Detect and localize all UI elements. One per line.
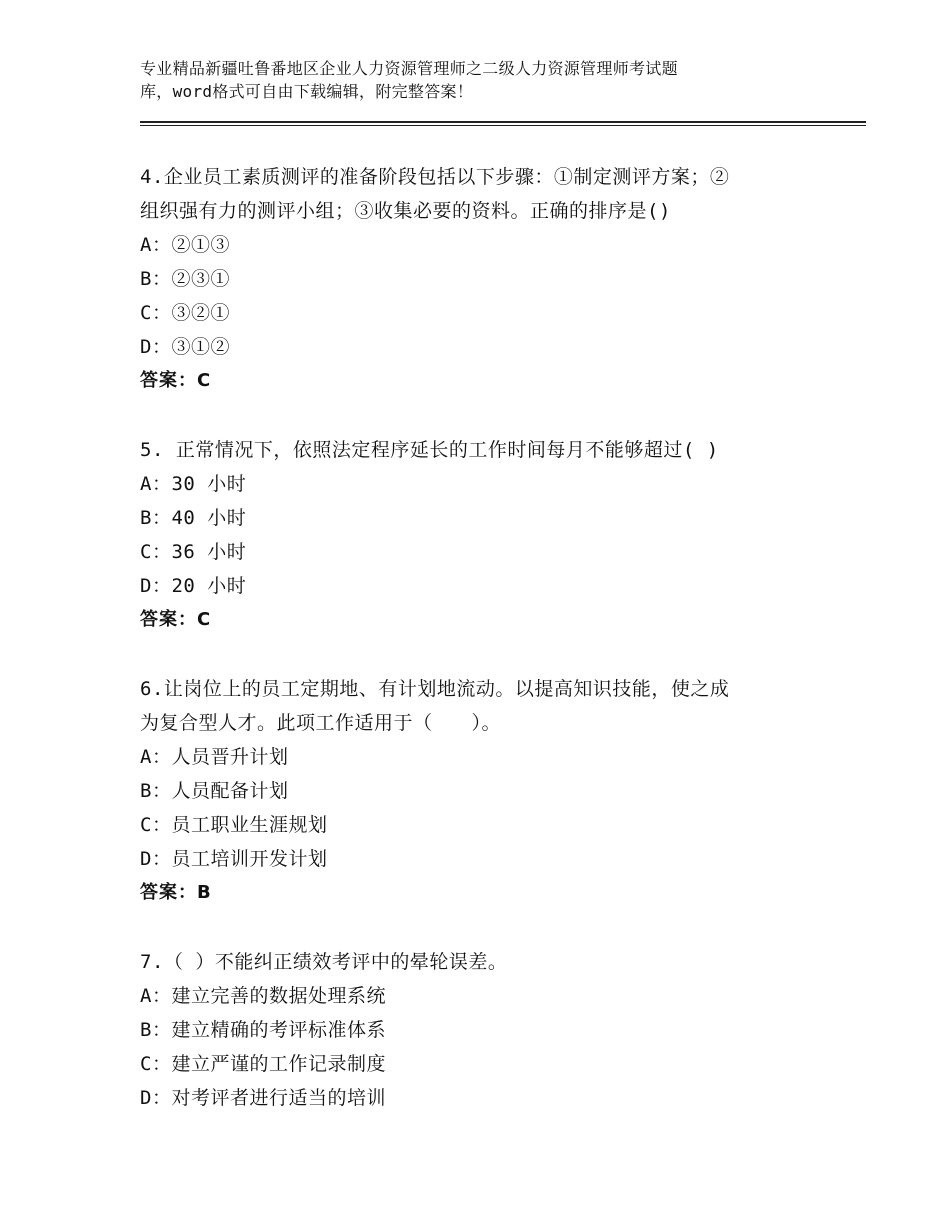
question-line: 5. 正常情况下，依照法定程序延长的工作时间每月不能够超过( ) [140, 439, 719, 461]
option-d: D：20 小时 [140, 575, 247, 597]
option-d: D：对考评者进行适当的培训 [140, 1087, 386, 1109]
option-a: A：30 小时 [140, 473, 247, 495]
option-c: C：建立严谨的工作记录制度 [140, 1053, 386, 1075]
answer: 答案：B [140, 882, 212, 903]
question-line: 7.（ ）不能纠正绩效考评中的晕轮误差。 [140, 951, 508, 973]
option-c: C：③②① [140, 302, 230, 324]
option-b: B：建立精确的考评标准体系 [140, 1019, 386, 1041]
question-text [140, 945, 820, 979]
option-c: C：员工职业生涯规划 [140, 814, 328, 836]
option-b: B：40 小时 [140, 507, 247, 529]
question-4 [140, 160, 820, 398]
question-text [140, 433, 820, 467]
answer: 答案：C [140, 609, 212, 630]
answer: 答案：C [140, 370, 212, 391]
option-a: A：建立完善的数据处理系统 [140, 985, 386, 1007]
option-a: A：人员晋升计划 [140, 746, 289, 768]
option-b: B：人员配备计划 [140, 780, 289, 802]
question-6 [140, 672, 820, 910]
question-line: 4.企业员工素质测评的准备阶段包括以下步骤：①制定测评方案；② [140, 166, 730, 188]
question-5 [140, 433, 820, 637]
question-text [140, 160, 820, 228]
question-7 [140, 945, 820, 1115]
header-title-line-2: 库，word格式可自由下载编辑，附完整答案！ [140, 82, 474, 101]
header-divider-thick [140, 121, 866, 123]
option-d: D：③①② [140, 336, 230, 358]
question-line: 组织强有力的测评小组；③收集必要的资料。正确的排序是() [140, 200, 671, 222]
option-a: A：②①③ [140, 234, 230, 256]
option-b: B：②③① [140, 268, 230, 290]
header-divider-thin [140, 125, 866, 126]
option-c: C：36 小时 [140, 541, 247, 563]
header-title-line-1: 专业精品新疆吐鲁番地区企业人力资源管理师之二级人力资源管理师考试题 [140, 59, 678, 78]
question-text [140, 672, 820, 740]
question-line: 6.让岗位上的员工定期地、有计划地流动。以提高知识技能，使之成 [140, 678, 730, 700]
document-header [140, 57, 840, 103]
question-line: 为复合型人才。此项工作适用于（ ）。 [140, 712, 502, 734]
option-d: D：员工培训开发计划 [140, 848, 328, 870]
